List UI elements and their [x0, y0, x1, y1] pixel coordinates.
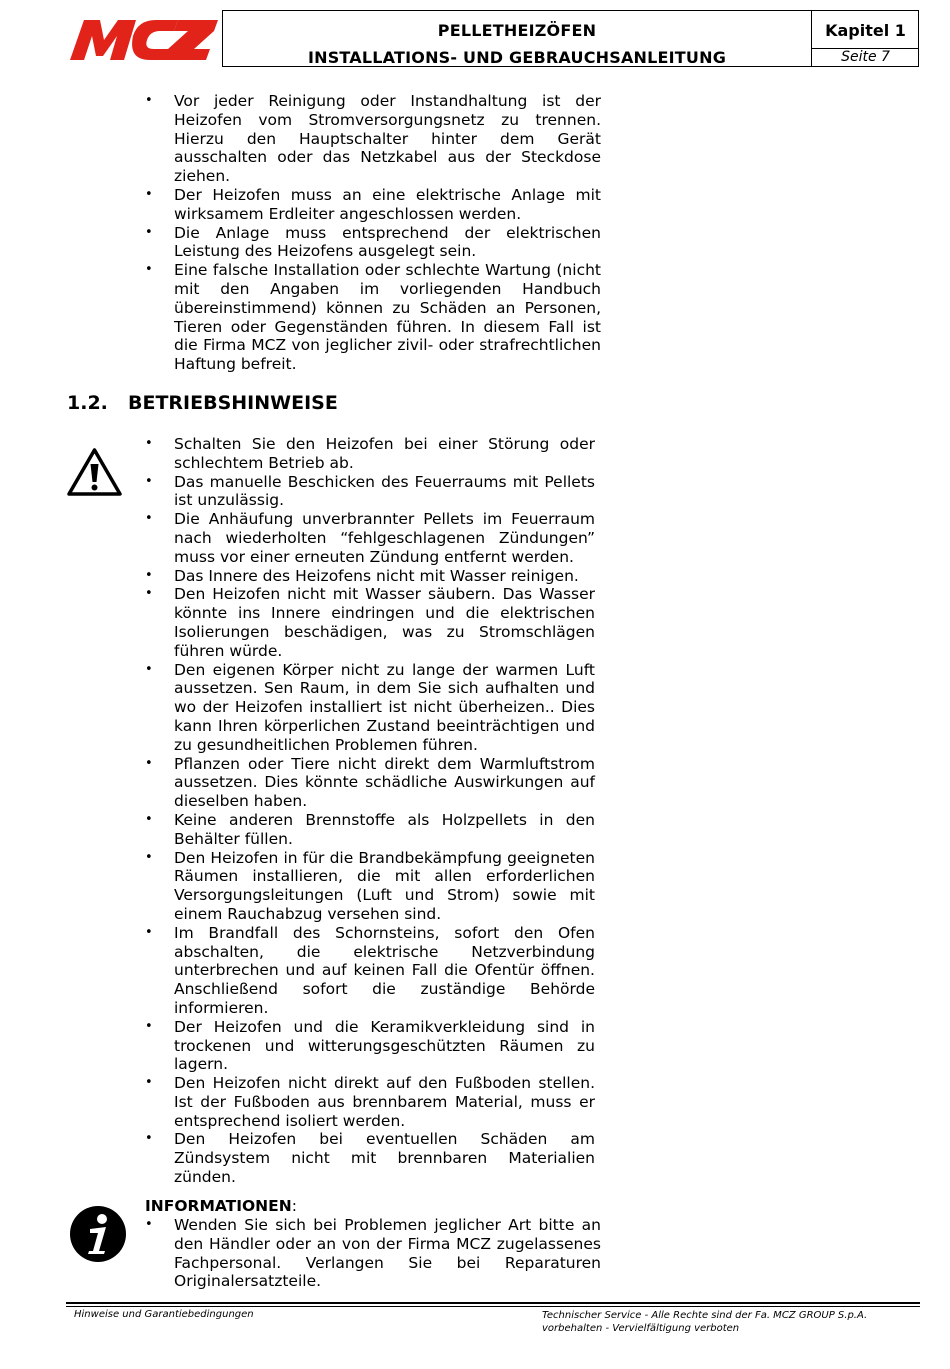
section-number: 1.2.: [67, 392, 108, 414]
footer-right-text: Technischer Service - Alle Rechte sind der Fa. MCZ GROUP S.p.A. vorbehalten - Vervielfältigung verboten: [542, 1310, 868, 1334]
list-item: • Der Heizofen und die Keramikverkleidung sind in trockenen und witterungsgeschützten Räumen zu lagern.: [145, 1018, 595, 1074]
operating-notes-list: [145, 435, 595, 1187]
intro-list: [145, 92, 601, 374]
info-list: [145, 1216, 601, 1291]
list-item: • Pflanzen oder Tiere nicht direkt dem Warmluftstrom aussetzen. Dies könnte schädliche Auswirkungen auf dieselben haben.: [145, 755, 595, 811]
header-box: [222, 10, 919, 67]
footer-rule: [66, 1306, 920, 1307]
warning-triangle-icon: [66, 447, 123, 497]
chapter-label: Kapitel 1: [825, 21, 906, 40]
info-icon: [69, 1205, 127, 1263]
list-item: • Den Heizofen nicht direkt auf den Fußboden stellen. Ist der Fußboden aus brennbarem Material, muss er entsprechend isoliert werden.: [145, 1074, 595, 1130]
list-item: • Eine falsche Installation oder schlechte Wartung (nicht mit den Angaben im vorliegenden Handbuch übereinstimmend) können zu Schäden an Personen, Tieren oder Gegenständen führen. In diesem Fall ist die Firma MCZ von jeglicher zivil- oder strafrechtlichen Haftung befreit.: [145, 261, 601, 374]
list-item: • Den Heizofen in für die Brandbekämpfung geeigneten Räumen installieren, die mit allen erforderlichen Versorgungsleitungen (Luft und Strom) sowie mit einem Rauchabzug versehen sind.: [145, 849, 595, 924]
list-item: • Das Innere des Heizofens nicht mit Wasser reinigen.: [145, 567, 595, 586]
list-item: • Den Heizofen bei eventuellen Schäden am Zündsystem nicht mit brennbaren Materialien zünden.: [145, 1130, 595, 1186]
list-item: • Das manuelle Beschicken des Feuerraums mit Pellets ist unzulässig.: [145, 473, 595, 511]
footer-rule: [66, 1302, 920, 1304]
list-item: • Im Brandfall des Schornsteins, sofort den Ofen abschalten, die elektrische Netzverbindung unterbrechen und auf keinen Fall die Ofentür öffnen. Anschließend sofort die zuständige Behörde informieren.: [145, 924, 595, 1018]
section-title: BETRIEBSHINWEISE: [128, 392, 338, 414]
list-item: • Schalten Sie den Heizofen bei einer Störung oder schlechtem Betrieb ab.: [145, 435, 595, 473]
document-title: PELLETHEIZÖFEN: [437, 21, 597, 40]
list-item: • Den eigenen Körper nicht zu lange der warmen Luft aussetzen. Sen Raum, in dem Sie sich aufhalten und wo der Heizofen installiert ist nicht überheizen.. Dies kann Ihren körperlichen Zustand beeinträchtigen und zu gesundheitlichen Problemen führen.: [145, 661, 595, 755]
list-item: • Der Heizofen muss an eine elektrische Anlage mit wirksamem Erdleiter angeschlossen werden.: [145, 186, 601, 224]
page-number: Seite 7: [841, 49, 890, 65]
info-heading: [145, 1197, 297, 1216]
document-subtitle: INSTALLATIONS- UND GEBRAUCHSANLEITUNG: [307, 48, 727, 67]
info-heading-suffix: :: [291, 1197, 297, 1215]
list-item: • Den Heizofen nicht mit Wasser säubern. Das Wasser könnte ins Innere eindringen und die elektrischen Isolierungen beschädigen, was zu Stromschlägen führen würde.: [145, 585, 595, 660]
list-item: • Die Anlage muss entsprechend der elektrischen Leistung des Heizofens ausgelegt sein.: [145, 224, 601, 262]
info-heading-label: INFORMATIONEN: [145, 1197, 292, 1215]
list-item: • Die Anhäufung unverbrannter Pellets im Feuerraum nach wiederholten “fehlgeschlagenen Zündungen” muss vor einer erneuten Zündung entfernt werden.: [145, 510, 595, 566]
list-item: • Vor jeder Reinigung oder Instandhaltung ist der Heizofen vom Stromversorgungsnetz zu trennen. Hierzu den Hauptschalter hinter dem Gerät ausschalten oder das Netzkabel aus der Steckdose ziehen.: [145, 92, 601, 186]
mcz-logo: [66, 16, 218, 62]
list-item: • Keine anderen Brennstoffe als Holzpellets in den Behälter füllen.: [145, 811, 595, 849]
list-item: • Wenden Sie sich bei Problemen jeglicher Art bitte an den Händler oder an von der Firma MCZ zugelassenes Fachpersonal. Verlangen Sie bei Reparaturen Originalersatzteile.: [145, 1216, 601, 1291]
footer-left-text: Hinweise und Garantiebedingungen: [74, 1309, 254, 1320]
